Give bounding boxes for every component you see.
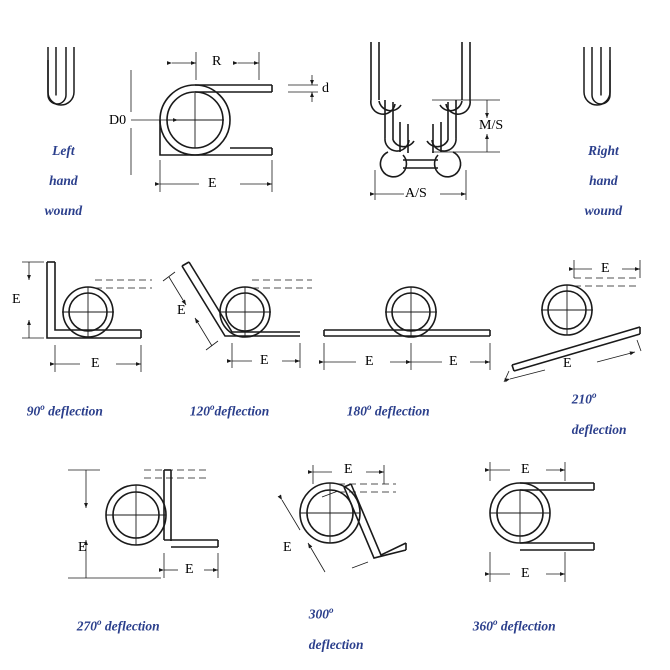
dim-300-E-diagonal: E bbox=[283, 540, 292, 555]
deflection-120-dashed bbox=[252, 280, 312, 288]
deflection-210-word: deflection bbox=[571, 421, 627, 437]
deflection-300-dims bbox=[282, 465, 384, 572]
dim-90-E-vertical: E bbox=[12, 292, 21, 307]
deflection-300-degree-symbol: o bbox=[329, 605, 334, 615]
dim-120-E-diagonal: E bbox=[177, 303, 186, 318]
dim-180-E-right: E bbox=[449, 354, 458, 369]
deflection-180-degree-symbol: o bbox=[367, 402, 372, 412]
deflection-360-word: deflection bbox=[500, 618, 556, 634]
dim-90-E-horizontal: E bbox=[91, 356, 100, 371]
deflection-300-label bbox=[302, 588, 412, 652]
dim-300-E-top: E bbox=[344, 462, 353, 477]
dim-120-E-horizontal: E bbox=[260, 353, 269, 368]
dim-E-side: E bbox=[208, 176, 217, 191]
dim-270-E-horizontal: E bbox=[185, 562, 194, 577]
left-hand-wound-label bbox=[20, 128, 100, 218]
deflection-210-angle: 210 bbox=[571, 391, 592, 407]
deflection-270-angle: 270 bbox=[76, 618, 97, 634]
deflection-270-label bbox=[70, 600, 240, 634]
dim-R: R bbox=[212, 54, 222, 69]
side-view-dimension-lines bbox=[131, 52, 318, 192]
left-hand-wound-view bbox=[48, 47, 74, 105]
deflection-120-word: deflection bbox=[214, 403, 270, 419]
left-hand-line3: wound bbox=[44, 203, 83, 218]
dim-MS: M/S bbox=[479, 118, 504, 133]
deflection-210-degree-symbol: o bbox=[592, 390, 597, 400]
right-hand-line2: hand bbox=[589, 173, 618, 188]
deflection-210-label bbox=[565, 373, 665, 437]
deflection-120-degree-symbol: o bbox=[210, 402, 215, 412]
deflection-180-angle: 180 bbox=[346, 403, 367, 419]
deflection-120-dims bbox=[163, 272, 300, 368]
deflection-120-angle: 120 bbox=[189, 403, 210, 419]
dim-360-E-top: E bbox=[521, 462, 530, 477]
deflection-90-angle: 90 bbox=[26, 403, 41, 419]
deflection-120-label bbox=[183, 385, 343, 419]
dim-180-E-left: E bbox=[365, 354, 374, 369]
dim-AS: A/S bbox=[405, 186, 427, 201]
deflection-90-dims bbox=[22, 262, 141, 372]
dim-d: d bbox=[322, 81, 329, 96]
deflection-270-word: deflection bbox=[104, 618, 160, 634]
deflection-360-degree-symbol: o bbox=[493, 617, 498, 627]
deflection-210-dashed bbox=[574, 278, 640, 286]
deflection-90-word: deflection bbox=[48, 403, 103, 419]
right-hand-wound-label bbox=[557, 128, 643, 218]
left-hand-line1: Left bbox=[52, 143, 75, 158]
dim-210-E-top: E bbox=[601, 261, 610, 276]
deflection-180-dims bbox=[324, 343, 490, 370]
deflection-360-angle: 360 bbox=[472, 618, 493, 634]
deflection-270-drawing bbox=[106, 470, 218, 547]
deflection-360-drawing bbox=[490, 483, 594, 550]
deflection-300-word: deflection bbox=[308, 636, 364, 652]
right-hand-line3: wound bbox=[584, 203, 623, 218]
front-view-spring bbox=[371, 42, 470, 177]
deflection-180-label bbox=[340, 385, 500, 419]
deflection-90-degree-symbol: o bbox=[40, 402, 45, 412]
deflection-300-drawing bbox=[300, 483, 406, 558]
deflection-90-dashed bbox=[95, 280, 152, 288]
deflection-90-label bbox=[20, 385, 170, 419]
deflection-270-dashed bbox=[144, 470, 210, 478]
right-hand-wound-view bbox=[584, 47, 610, 105]
deflection-360-label bbox=[466, 600, 636, 634]
deflection-210-drawing bbox=[512, 285, 640, 371]
right-hand-line1: Right bbox=[587, 143, 619, 158]
deflection-90-drawing bbox=[47, 262, 141, 338]
dim-360-E-bottom: E bbox=[521, 566, 530, 581]
deflection-360-dims bbox=[490, 462, 565, 582]
deflection-180-word: deflection bbox=[374, 403, 430, 419]
left-hand-line2: hand bbox=[49, 173, 78, 188]
deflection-300-angle: 300 bbox=[308, 606, 329, 622]
dim-270-E-vertical: E bbox=[78, 540, 87, 555]
deflection-270-degree-symbol: o bbox=[97, 617, 102, 627]
dim-210-E-diagonal: E bbox=[563, 356, 572, 371]
dim-D0: D0 bbox=[109, 113, 127, 128]
